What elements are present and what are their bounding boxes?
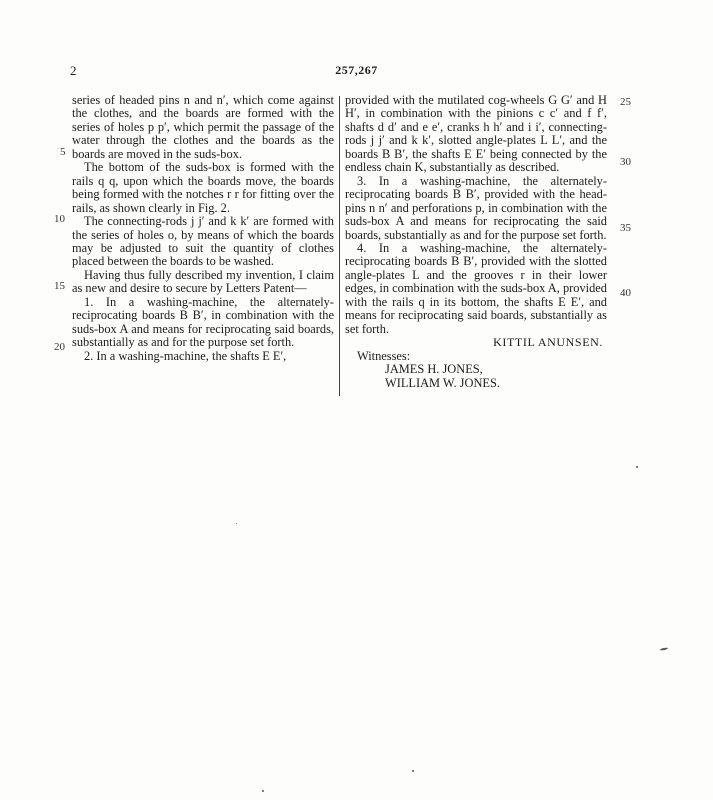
claim-1: 1. In a washing-machine, the alternately-reciprocating boards B B′, in combination with the suds-box A and means for reciprocating said boards, substantially as and for the purpose set forth.	[72, 294, 334, 350]
right-line-number: 30	[620, 156, 631, 168]
left-line-number: 10	[54, 213, 65, 225]
claim-3: 3. In a washing-machine, the alternately-reciprocating boards B B′, provided with the head-pins n n′ and perforations p, in combination with the suds-box A and means for reciprocating the said boards, substantially as and for the purpose set forth.	[345, 173, 607, 242]
right-line-number: 40	[620, 287, 631, 299]
paragraph: series of headed pins n and n′, which come against the clothes, and the boards are formed with the series of holes p p′, which permit the passage of the water through the clothes and the boards as the boards are moved in the suds-box.	[72, 93, 334, 161]
scan-speck	[660, 647, 668, 651]
patent-number: 257,267	[335, 63, 378, 77]
scan-speck	[636, 466, 638, 468]
right-line-number: 25	[620, 96, 631, 108]
witnesses-label: Witnesses:	[357, 348, 411, 363]
paragraph: Having thus fully described my invention, I claim as new and desire to secure by Letters Patent—	[72, 267, 334, 296]
inventor-signature: KITTIL ANUNSEN.	[493, 335, 603, 350]
scan-speck	[412, 770, 414, 772]
column-divider	[339, 96, 340, 396]
witness-name: WILLIAM W. JONES.	[385, 375, 500, 390]
right-column	[345, 94, 607, 390]
witness-name: JAMES H. JONES,	[385, 362, 483, 377]
scan-speck	[262, 790, 264, 792]
left-line-number: 15	[54, 280, 65, 292]
claim-2-continued: provided with the mutilated cog-wheels G G′ and H H′, in combination with the pinions c c′ and f f′, shafts d d′ and e e′, cranks h h′ and i i′, connecting-rods j j′ and k k′, slotted angle-plates L L′, and the boards B B′, the shafts E E′ being connected by the endless chain K, substantially as described.	[345, 93, 607, 175]
right-line-number: 35	[620, 222, 631, 234]
claim-4: 4. In a washing-machine, the alternately-reciprocating boards B B′, provided with the slotted angle-plates L and the grooves r in their lower edges, in combination with the suds-box A, provided with the rails q in its bottom, the shafts E E′, and means for reciprocating said boards, substantially as set forth.	[345, 240, 607, 336]
paragraph: The connecting-rods j j′ and k k′ are formed with the series of holes o, by means of which the boards may be adjusted to suit the quantity of clothes placed between the boards to be washed.	[72, 214, 334, 269]
scan-speck	[236, 523, 237, 524]
paragraph: The bottom of the suds-box is formed with the rails q q, upon which the boards move, the boards being formed with the notches r r for fitting over the rails, as shown clearly in Fig. 2.	[72, 160, 334, 215]
left-column	[72, 94, 334, 363]
left-line-number: 5	[60, 146, 66, 158]
left-line-number: 20	[54, 341, 65, 353]
claim-2-start: 2. In a washing-machine, the shafts E E′,	[84, 348, 287, 363]
page-number: 2	[70, 63, 77, 78]
